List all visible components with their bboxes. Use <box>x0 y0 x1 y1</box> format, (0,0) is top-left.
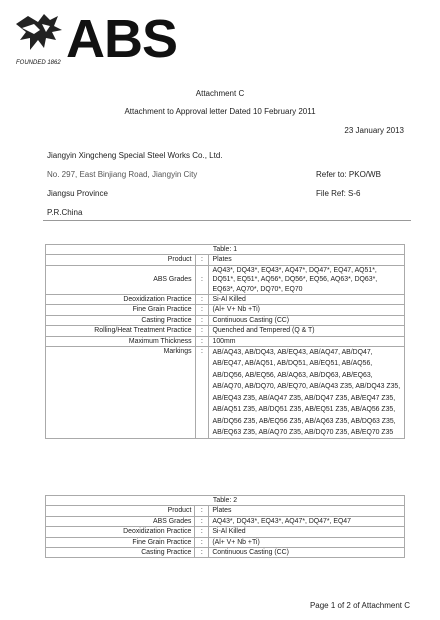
row-separator: : <box>195 516 209 526</box>
country: P.R.China <box>47 208 83 217</box>
row-separator: : <box>195 315 209 325</box>
row-label: Product <box>46 255 196 265</box>
row-label: Fine Grain Practice <box>46 305 196 315</box>
table-row <box>46 326 405 336</box>
letter-date: 23 January 2013 <box>344 126 404 135</box>
row-value: Plates <box>209 255 405 265</box>
page-number: Page 1 of 2 of Attachment C <box>309 601 410 610</box>
row-separator: : <box>195 506 209 516</box>
file-ref: File Ref: S-6 <box>316 189 361 198</box>
table-row <box>46 527 405 537</box>
row-value: Si-Al Killed <box>209 527 405 537</box>
row-value: AQ43*, DQ43*, EQ43*, AQ47*, DQ47*, EQ47 <box>209 516 405 526</box>
row-value: (Al+ V+ Nb +Ti) <box>209 537 405 547</box>
table-row <box>46 537 405 547</box>
table-row <box>46 315 405 325</box>
row-label: Casting Practice <box>46 548 195 558</box>
founded-text: FOUNDED 1862 <box>16 60 61 66</box>
attachment-title: Attachment C <box>195 89 245 98</box>
approval-table-2 <box>45 495 405 558</box>
province: Jiangsu Province <box>47 189 108 198</box>
row-value: AQ43*, DQ43*, EQ43*, AQ47*, DQ47*, EQ47, AQ51*, DQ51*, EQ51*, AQ56*, DQ56*, EQ56, AQ63*, DQ63*, EQ63*, AQ70*, DQ70*, EQ70 <box>209 265 405 294</box>
approval-line: Attachment to Approval letter Dated 10 February 2011 <box>124 107 316 116</box>
table-row <box>46 295 405 305</box>
row-value: Plates <box>209 506 405 516</box>
table-title: Table: 1 <box>46 245 405 255</box>
row-separator: : <box>195 265 209 294</box>
table-title-row <box>46 245 405 255</box>
row-label: Deoxidization Practice <box>46 527 195 537</box>
row-label: Maximum Thickness <box>46 336 196 346</box>
divider <box>43 220 411 221</box>
row-label: Fine Grain Practice <box>46 537 195 547</box>
table-row <box>46 305 405 315</box>
row-label: Casting Practice <box>46 315 196 325</box>
row-separator: : <box>195 336 209 346</box>
row-separator: : <box>195 305 209 315</box>
approval-table-1 <box>45 244 405 439</box>
eagle-icon <box>14 10 66 56</box>
row-value: (Al+ V+ Nb +Ti) <box>209 305 405 315</box>
table-row <box>46 516 405 526</box>
row-label: Rolling/Heat Treatment Practice <box>46 326 196 336</box>
row-separator: : <box>195 326 209 336</box>
row-separator: : <box>195 255 209 265</box>
street-address: No. 297, East Binjiang Road, Jiangyin City <box>47 170 198 179</box>
row-label: Markings <box>46 347 196 439</box>
table-title-row <box>46 496 405 506</box>
logo-text: ABS <box>66 9 178 69</box>
row-separator: : <box>195 548 209 558</box>
refer-to: Refer to: PKO/WB <box>316 170 381 179</box>
row-value: Si-Al Killed <box>209 295 405 305</box>
row-separator: : <box>195 527 209 537</box>
row-separator: : <box>195 347 209 439</box>
row-separator: : <box>195 537 209 547</box>
table-row <box>46 336 405 346</box>
table-row <box>46 548 405 558</box>
row-value: Continuous Casting (CC) <box>209 315 405 325</box>
table-row <box>46 265 405 294</box>
row-label: Deoxidization Practice <box>46 295 196 305</box>
table-title: Table: 2 <box>46 496 405 506</box>
row-value: AB/AQ43, AB/DQ43, AB/EQ43, AB/AQ47, AB/DQ47, AB/EQ47, AB/AQ51, AB/DQ51, AB/EQ51, AB/AQ56, AB/DQ56, AB/EQ56, AB/AQ63, AB/DQ63, AB/EQ63, AB/AQ70, AB/DQ70, AB/EQ70, AB/AQ43 Z35, AB/DQ43 Z35, AB/EQ43 Z35, AB/AQ47 Z35, AB/DQ47 Z35, AB/EQ47 Z35, AB/AQ51 Z35, AB/DQ51 Z35, AB/EQ51 Z35, AB/AQ56 Z35, AB/DQ56 Z35, AB/EQ56 Z35, AB/AQ63 Z35, AB/DQ63 Z35, AB/EQ63 Z35, AB/AQ70 Z35, AB/DQ70 Z35, AB/EQ70 Z35 <box>209 347 405 439</box>
abs-logo <box>14 10 184 72</box>
row-label: ABS Grades <box>46 265 196 294</box>
table-row <box>46 506 405 516</box>
row-separator: : <box>195 295 209 305</box>
row-value: 100mm <box>209 336 405 346</box>
table-row <box>46 347 405 439</box>
row-value: Continuous Casting (CC) <box>209 548 405 558</box>
table-row <box>46 255 405 265</box>
row-value: Quenched and Tempered (Q & T) <box>209 326 405 336</box>
row-label: Product <box>46 506 195 516</box>
row-label: ABS Grades <box>46 516 195 526</box>
company-name: Jiangyin Xingcheng Special Steel Works Co., Ltd. <box>47 151 223 160</box>
